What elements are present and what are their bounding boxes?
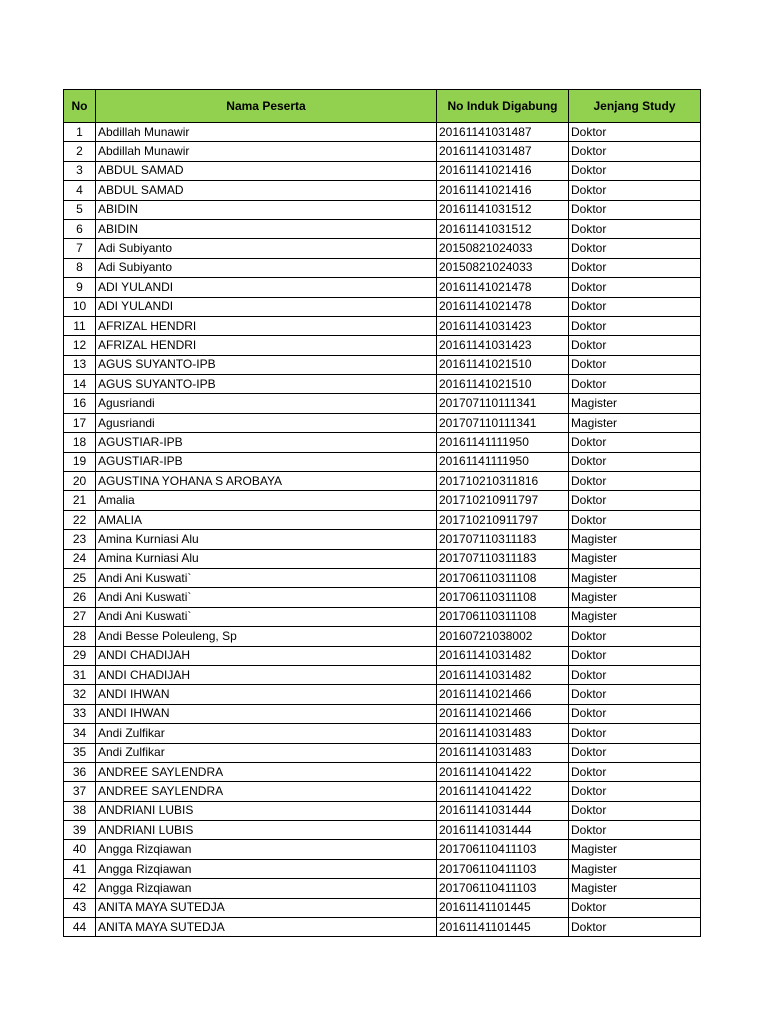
cell-no-induk: 20161141031483 bbox=[437, 743, 569, 762]
cell-no: 20 bbox=[64, 472, 96, 491]
cell-no: 17 bbox=[64, 413, 96, 432]
cell-jenjang-study: Doktor bbox=[569, 724, 701, 743]
cell-jenjang-study: Doktor bbox=[569, 821, 701, 840]
cell-jenjang-study: Doktor bbox=[569, 297, 701, 316]
cell-nama-peserta: AGUSTIAR-IPB bbox=[96, 452, 437, 471]
cell-no-induk: 201706110411103 bbox=[437, 859, 569, 878]
cell-jenjang-study: Doktor bbox=[569, 452, 701, 471]
cell-no-induk: 20161141031512 bbox=[437, 200, 569, 219]
table-row bbox=[64, 433, 701, 452]
cell-no-induk: 20161141031423 bbox=[437, 336, 569, 355]
table-row bbox=[64, 355, 701, 374]
table-row bbox=[64, 394, 701, 413]
cell-nama-peserta: AFRIZAL HENDRI bbox=[96, 316, 437, 335]
cell-no: 6 bbox=[64, 219, 96, 238]
cell-nama-peserta: Angga Rizqiawan bbox=[96, 879, 437, 898]
cell-no-induk: 20161141041422 bbox=[437, 762, 569, 781]
cell-no: 18 bbox=[64, 433, 96, 452]
cell-no: 37 bbox=[64, 782, 96, 801]
cell-jenjang-study: Doktor bbox=[569, 743, 701, 762]
table-row bbox=[64, 918, 701, 937]
cell-nama-peserta: ANDI IHWAN bbox=[96, 685, 437, 704]
cell-nama-peserta: ABIDIN bbox=[96, 200, 437, 219]
table-row bbox=[64, 491, 701, 510]
cell-nama-peserta: AGUS SUYANTO-IPB bbox=[96, 375, 437, 394]
cell-jenjang-study: Doktor bbox=[569, 239, 701, 258]
cell-nama-peserta: ABDUL SAMAD bbox=[96, 161, 437, 180]
cell-jenjang-study: Magister bbox=[569, 568, 701, 587]
cell-no: 8 bbox=[64, 258, 96, 277]
table-row bbox=[64, 239, 701, 258]
table-row bbox=[64, 297, 701, 316]
table-row bbox=[64, 665, 701, 684]
cell-jenjang-study: Magister bbox=[569, 859, 701, 878]
cell-no-induk: 20161141031482 bbox=[437, 665, 569, 684]
cell-nama-peserta: ADI YULANDI bbox=[96, 297, 437, 316]
table-body bbox=[64, 123, 701, 937]
cell-no: 38 bbox=[64, 801, 96, 820]
cell-no: 26 bbox=[64, 588, 96, 607]
cell-no: 16 bbox=[64, 394, 96, 413]
cell-no-induk: 201710210911797 bbox=[437, 510, 569, 529]
cell-jenjang-study: Doktor bbox=[569, 278, 701, 297]
cell-no-induk: 20161141021466 bbox=[437, 704, 569, 723]
cell-nama-peserta: ANDREE SAYLENDRA bbox=[96, 762, 437, 781]
cell-no-induk: 201707110111341 bbox=[437, 413, 569, 432]
cell-nama-peserta: ABDUL SAMAD bbox=[96, 181, 437, 200]
table-row bbox=[64, 258, 701, 277]
cell-no: 39 bbox=[64, 821, 96, 840]
cell-nama-peserta: ADI YULANDI bbox=[96, 278, 437, 297]
cell-nama-peserta: AMALIA bbox=[96, 510, 437, 529]
cell-no-induk: 201706110311108 bbox=[437, 588, 569, 607]
cell-nama-peserta: ANDRIANI LUBIS bbox=[96, 801, 437, 820]
cell-no: 41 bbox=[64, 859, 96, 878]
cell-nama-peserta: ANDI CHADIJAH bbox=[96, 665, 437, 684]
cell-no: 10 bbox=[64, 297, 96, 316]
cell-no-induk: 20161141031444 bbox=[437, 801, 569, 820]
cell-no-induk: 201706110311108 bbox=[437, 568, 569, 587]
cell-jenjang-study: Doktor bbox=[569, 704, 701, 723]
table-row bbox=[64, 316, 701, 335]
cell-nama-peserta: Agusriandi bbox=[96, 413, 437, 432]
header-no-induk: No Induk Digabung bbox=[437, 90, 569, 123]
cell-no: 19 bbox=[64, 452, 96, 471]
cell-no-induk: 20161141041422 bbox=[437, 782, 569, 801]
cell-no: 12 bbox=[64, 336, 96, 355]
table-row bbox=[64, 452, 701, 471]
cell-nama-peserta: Andi Zulfikar bbox=[96, 743, 437, 762]
cell-jenjang-study: Magister bbox=[569, 530, 701, 549]
table-row bbox=[64, 413, 701, 432]
cell-no: 35 bbox=[64, 743, 96, 762]
cell-no: 4 bbox=[64, 181, 96, 200]
participant-table bbox=[63, 89, 701, 937]
cell-no: 1 bbox=[64, 123, 96, 142]
cell-no-induk: 20161141111950 bbox=[437, 433, 569, 452]
cell-nama-peserta: Abdillah Munawir bbox=[96, 142, 437, 161]
cell-no: 40 bbox=[64, 840, 96, 859]
cell-no-induk: 20161141031444 bbox=[437, 821, 569, 840]
cell-no: 7 bbox=[64, 239, 96, 258]
cell-no-induk: 201710210311816 bbox=[437, 472, 569, 491]
table-row bbox=[64, 704, 701, 723]
table-row bbox=[64, 161, 701, 180]
header-row bbox=[64, 90, 701, 123]
table-row bbox=[64, 607, 701, 626]
cell-jenjang-study: Doktor bbox=[569, 181, 701, 200]
cell-no-induk: 201707110111341 bbox=[437, 394, 569, 413]
cell-jenjang-study: Doktor bbox=[569, 782, 701, 801]
cell-no: 5 bbox=[64, 200, 96, 219]
table-row bbox=[64, 627, 701, 646]
cell-no: 14 bbox=[64, 375, 96, 394]
table-row bbox=[64, 782, 701, 801]
cell-no: 11 bbox=[64, 316, 96, 335]
cell-jenjang-study: Doktor bbox=[569, 161, 701, 180]
cell-no-induk: 201706110411103 bbox=[437, 879, 569, 898]
cell-nama-peserta: Adi Subiyanto bbox=[96, 239, 437, 258]
table-row bbox=[64, 840, 701, 859]
cell-nama-peserta: Andi Zulfikar bbox=[96, 724, 437, 743]
table-row bbox=[64, 859, 701, 878]
cell-jenjang-study: Doktor bbox=[569, 898, 701, 917]
cell-no-induk: 20161141021478 bbox=[437, 278, 569, 297]
cell-nama-peserta: ANITA MAYA SUTEDJA bbox=[96, 918, 437, 937]
header-nama-peserta: Nama Peserta bbox=[96, 90, 437, 123]
cell-jenjang-study: Doktor bbox=[569, 258, 701, 277]
table-row bbox=[64, 336, 701, 355]
cell-jenjang-study: Doktor bbox=[569, 510, 701, 529]
cell-jenjang-study: Doktor bbox=[569, 336, 701, 355]
table-row bbox=[64, 879, 701, 898]
cell-nama-peserta: Amina Kurniasi Alu bbox=[96, 530, 437, 549]
cell-no: 23 bbox=[64, 530, 96, 549]
cell-no-induk: 20161141031487 bbox=[437, 142, 569, 161]
cell-nama-peserta: ANITA MAYA SUTEDJA bbox=[96, 898, 437, 917]
cell-nama-peserta: AGUSTIAR-IPB bbox=[96, 433, 437, 452]
cell-no-induk: 20150821024033 bbox=[437, 239, 569, 258]
cell-jenjang-study: Doktor bbox=[569, 316, 701, 335]
cell-nama-peserta: ANDI CHADIJAH bbox=[96, 646, 437, 665]
cell-nama-peserta: Angga Rizqiawan bbox=[96, 859, 437, 878]
cell-nama-peserta: ABIDIN bbox=[96, 219, 437, 238]
cell-no-induk: 20161141101445 bbox=[437, 918, 569, 937]
table-row bbox=[64, 762, 701, 781]
cell-no: 24 bbox=[64, 549, 96, 568]
cell-nama-peserta: Abdillah Munawir bbox=[96, 123, 437, 142]
cell-no: 43 bbox=[64, 898, 96, 917]
cell-jenjang-study: Doktor bbox=[569, 491, 701, 510]
cell-no: 44 bbox=[64, 918, 96, 937]
cell-jenjang-study: Doktor bbox=[569, 801, 701, 820]
cell-jenjang-study: Doktor bbox=[569, 472, 701, 491]
cell-nama-peserta: ANDRIANI LUBIS bbox=[96, 821, 437, 840]
table-row bbox=[64, 568, 701, 587]
cell-no-induk: 20160721038002 bbox=[437, 627, 569, 646]
cell-no: 31 bbox=[64, 665, 96, 684]
cell-jenjang-study: Magister bbox=[569, 607, 701, 626]
cell-no: 9 bbox=[64, 278, 96, 297]
cell-no-induk: 20161141031487 bbox=[437, 123, 569, 142]
cell-no: 3 bbox=[64, 161, 96, 180]
cell-jenjang-study: Doktor bbox=[569, 627, 701, 646]
cell-no: 28 bbox=[64, 627, 96, 646]
table-row bbox=[64, 472, 701, 491]
table-row bbox=[64, 510, 701, 529]
cell-jenjang-study: Doktor bbox=[569, 762, 701, 781]
cell-no: 34 bbox=[64, 724, 96, 743]
cell-nama-peserta: Andi Ani Kuswati` bbox=[96, 588, 437, 607]
cell-no: 29 bbox=[64, 646, 96, 665]
table-row bbox=[64, 200, 701, 219]
header-no: No bbox=[64, 90, 96, 123]
cell-jenjang-study: Doktor bbox=[569, 646, 701, 665]
cell-jenjang-study: Doktor bbox=[569, 355, 701, 374]
cell-nama-peserta: Angga Rizqiawan bbox=[96, 840, 437, 859]
table-row bbox=[64, 898, 701, 917]
cell-jenjang-study: Magister bbox=[569, 840, 701, 859]
cell-no-induk: 20161141021478 bbox=[437, 297, 569, 316]
cell-no-induk: 201707110311183 bbox=[437, 549, 569, 568]
cell-jenjang-study: Magister bbox=[569, 549, 701, 568]
cell-jenjang-study: Magister bbox=[569, 394, 701, 413]
cell-jenjang-study: Magister bbox=[569, 413, 701, 432]
cell-jenjang-study: Doktor bbox=[569, 142, 701, 161]
table-row bbox=[64, 549, 701, 568]
cell-no: 13 bbox=[64, 355, 96, 374]
cell-nama-peserta: AFRIZAL HENDRI bbox=[96, 336, 437, 355]
cell-jenjang-study: Doktor bbox=[569, 219, 701, 238]
cell-jenjang-study: Doktor bbox=[569, 685, 701, 704]
table-row bbox=[64, 123, 701, 142]
cell-jenjang-study: Doktor bbox=[569, 665, 701, 684]
cell-no-induk: 201707110311183 bbox=[437, 530, 569, 549]
cell-no: 36 bbox=[64, 762, 96, 781]
table-row bbox=[64, 724, 701, 743]
cell-no: 22 bbox=[64, 510, 96, 529]
cell-no-induk: 20161141031482 bbox=[437, 646, 569, 665]
table-row bbox=[64, 588, 701, 607]
table-row bbox=[64, 530, 701, 549]
cell-no-induk: 20161141021510 bbox=[437, 375, 569, 394]
cell-no: 33 bbox=[64, 704, 96, 723]
cell-no-induk: 20161141031483 bbox=[437, 724, 569, 743]
cell-no-induk: 201706110311108 bbox=[437, 607, 569, 626]
cell-jenjang-study: Doktor bbox=[569, 200, 701, 219]
cell-no-induk: 20161141031423 bbox=[437, 316, 569, 335]
cell-no-induk: 20161141111950 bbox=[437, 452, 569, 471]
cell-nama-peserta: AGUSTINA YOHANA S AROBAYA bbox=[96, 472, 437, 491]
cell-no-induk: 201706110411103 bbox=[437, 840, 569, 859]
cell-nama-peserta: Andi Ani Kuswati` bbox=[96, 607, 437, 626]
table-row bbox=[64, 685, 701, 704]
table-row bbox=[64, 801, 701, 820]
cell-jenjang-study: Doktor bbox=[569, 433, 701, 452]
cell-no-induk: 20161141021416 bbox=[437, 181, 569, 200]
cell-nama-peserta: Agusriandi bbox=[96, 394, 437, 413]
cell-no-induk: 20161141031512 bbox=[437, 219, 569, 238]
header-jenjang-study: Jenjang Study bbox=[569, 90, 701, 123]
cell-no: 2 bbox=[64, 142, 96, 161]
table-row bbox=[64, 142, 701, 161]
cell-no: 42 bbox=[64, 879, 96, 898]
table-row bbox=[64, 181, 701, 200]
cell-nama-peserta: Amina Kurniasi Alu bbox=[96, 549, 437, 568]
cell-no-induk: 20161141101445 bbox=[437, 898, 569, 917]
cell-nama-peserta: ANDREE SAYLENDRA bbox=[96, 782, 437, 801]
cell-jenjang-study: Magister bbox=[569, 588, 701, 607]
cell-jenjang-study: Magister bbox=[569, 879, 701, 898]
cell-no-induk: 201710210911797 bbox=[437, 491, 569, 510]
cell-no-induk: 20150821024033 bbox=[437, 258, 569, 277]
cell-no: 25 bbox=[64, 568, 96, 587]
cell-no: 32 bbox=[64, 685, 96, 704]
cell-nama-peserta: ANDI IHWAN bbox=[96, 704, 437, 723]
cell-nama-peserta: Amalia bbox=[96, 491, 437, 510]
cell-nama-peserta: Andi Ani Kuswati` bbox=[96, 568, 437, 587]
cell-no: 21 bbox=[64, 491, 96, 510]
table-row bbox=[64, 375, 701, 394]
cell-no-induk: 20161141021416 bbox=[437, 161, 569, 180]
table-row bbox=[64, 278, 701, 297]
cell-nama-peserta: Andi Besse Poleuleng, Sp bbox=[96, 627, 437, 646]
cell-no-induk: 20161141021510 bbox=[437, 355, 569, 374]
cell-nama-peserta: Adi Subiyanto bbox=[96, 258, 437, 277]
cell-jenjang-study: Doktor bbox=[569, 123, 701, 142]
table-row bbox=[64, 743, 701, 762]
table-row bbox=[64, 219, 701, 238]
table-row bbox=[64, 821, 701, 840]
table-row bbox=[64, 646, 701, 665]
cell-nama-peserta: AGUS SUYANTO-IPB bbox=[96, 355, 437, 374]
cell-jenjang-study: Doktor bbox=[569, 918, 701, 937]
cell-no-induk: 20161141021466 bbox=[437, 685, 569, 704]
cell-no: 27 bbox=[64, 607, 96, 626]
cell-jenjang-study: Doktor bbox=[569, 375, 701, 394]
